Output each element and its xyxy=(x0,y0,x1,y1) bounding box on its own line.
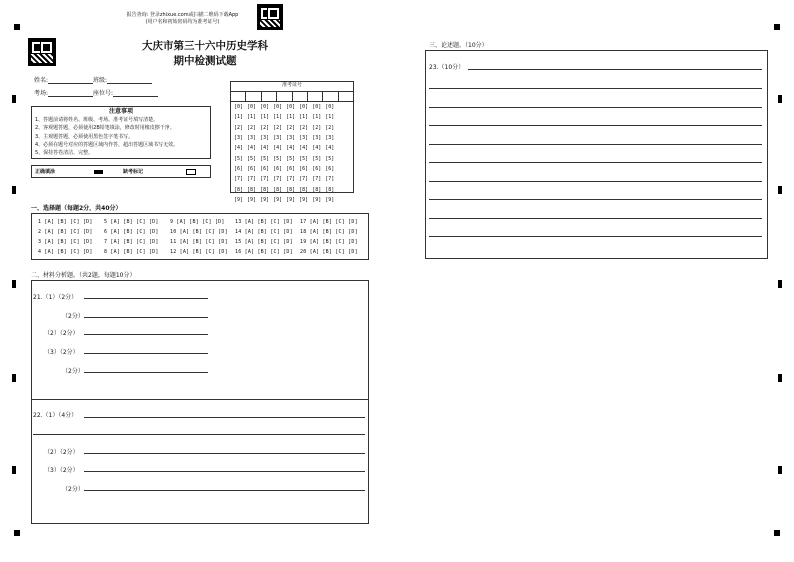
q22-2-label: （2）（2分） xyxy=(44,449,79,456)
timing-mark xyxy=(12,374,16,382)
choice-question-bubbles[interactable]: 10 [A] [B] [C] [D] xyxy=(170,229,228,235)
timing-mark xyxy=(12,280,16,288)
exam-id-digit-bubble[interactable]: [0] xyxy=(325,104,335,111)
choice-question-bubbles[interactable]: 18 [A] [B] [C] [D] xyxy=(300,229,358,235)
exam-id-digit-bubble[interactable]: [0] xyxy=(286,104,296,111)
exam-id-digit-bubble[interactable]: [3] xyxy=(260,135,270,142)
exam-id-digit-bubble[interactable]: [1] xyxy=(247,114,257,121)
exam-id-digit-bubble[interactable]: [0] xyxy=(247,104,257,111)
exam-id-digit-bubble[interactable]: [8] xyxy=(260,186,270,193)
report-notice-line2: (用户名和初始密码均为准考证号) xyxy=(145,19,220,25)
seat-label: 座位号: xyxy=(93,90,114,97)
missing-mark-box[interactable] xyxy=(186,169,196,175)
qr-code-icon xyxy=(257,4,283,30)
exam-id-digit-bubble[interactable]: [7] xyxy=(312,176,322,183)
exam-id-digit-bubble[interactable]: [2] xyxy=(312,124,322,131)
choice-question-bubbles[interactable]: 8 [A] [B] [C] [D] xyxy=(104,249,159,255)
q23-answer-line[interactable] xyxy=(429,181,762,182)
choice-question-bubbles[interactable]: 2 [A] [B] [C] [D] xyxy=(38,229,93,235)
room-row xyxy=(34,88,158,97)
exam-id-digit-bubble[interactable]: [5] xyxy=(299,155,309,162)
q22-3-label: （3）（2分） xyxy=(44,467,79,474)
exam-id-digit-bubble[interactable]: [0] xyxy=(273,104,283,111)
exam-id-digit-bubble[interactable]: [4] xyxy=(247,145,257,152)
exam-id-box xyxy=(230,81,354,203)
missing-mark-label: 缺考标记 xyxy=(123,169,144,175)
exam-id-digit-bubble[interactable]: [2] xyxy=(273,124,283,131)
correct-fill-sample xyxy=(94,170,103,174)
exam-id-digit-bubble[interactable]: [7] xyxy=(247,176,257,183)
q22-1-label: 22.（1）（4分） xyxy=(33,412,78,419)
q21-1-answer-line[interactable] xyxy=(84,298,208,299)
title-line2: 期中检测试题 xyxy=(173,55,237,67)
exam-id-digit-bubble[interactable]: [0] xyxy=(299,104,309,111)
exam-id-digit-bubble[interactable]: [9] xyxy=(273,196,283,203)
timing-mark xyxy=(12,95,16,103)
exam-id-digit-bubble[interactable]: [4] xyxy=(325,145,335,152)
exam-id-digit-bubble[interactable]: [6] xyxy=(273,165,283,172)
q23-answer-line[interactable] xyxy=(429,162,762,163)
notes-box xyxy=(31,106,211,159)
choice-question-bubbles[interactable]: 1 [A] [B] [C] [D] xyxy=(38,219,93,225)
exam-id-digit-bubble[interactable]: [0] xyxy=(260,104,270,111)
exam-id-digit-bubble[interactable]: [1] xyxy=(325,114,335,121)
exam-id-digit-bubble[interactable]: [5] xyxy=(273,155,283,162)
q21-3-label: （3）（2分） xyxy=(44,349,79,356)
registration-mark xyxy=(774,24,780,30)
page-title xyxy=(130,38,280,68)
q23-answer-line[interactable] xyxy=(429,107,762,108)
q21-2-answer-line[interactable] xyxy=(84,334,208,335)
exam-room-label: 考场: xyxy=(34,90,49,97)
exam-id-digit-bubble[interactable]: [3] xyxy=(234,135,244,142)
exam-id-digit-bubble[interactable]: [7] xyxy=(286,176,296,183)
title-line1: 大庆市第三十六中历史学科 xyxy=(142,40,268,52)
q21-1-label: 21.（1）（2分） xyxy=(33,294,78,301)
choice-question-bubbles[interactable]: 19 [A] [B] [C] [D] xyxy=(300,239,358,245)
exam-id-digit-bubble[interactable]: [7] xyxy=(273,176,283,183)
exam-id-digit-bubble[interactable]: [8] xyxy=(234,186,244,193)
exam-id-digit-bubble[interactable]: [1] xyxy=(312,114,322,121)
exam-id-digit-bubble[interactable]: [9] xyxy=(260,196,270,203)
choice-question-bubbles[interactable]: 13 [A] [B] [C] [D] xyxy=(235,219,293,225)
exam-id-digit-bubble[interactable]: [9] xyxy=(234,196,244,203)
class-field[interactable] xyxy=(107,83,152,84)
exam-id-digit-bubble[interactable]: [3] xyxy=(312,135,322,142)
q21-q22-divider xyxy=(32,399,368,400)
q22-1-answer-line[interactable] xyxy=(84,417,365,418)
notes-list xyxy=(32,116,210,157)
q22-2-answer-line[interactable] xyxy=(84,453,365,454)
choice-answer-box xyxy=(31,213,369,260)
registration-mark xyxy=(774,530,780,536)
timing-mark xyxy=(12,466,16,474)
exam-id-label: 准考证号 xyxy=(231,82,353,92)
choice-question-bubbles[interactable]: 9 [A] [B] [C] [D] xyxy=(170,219,225,225)
note-item: 2、客观题答题，必须使用2B铅笔填涂，修改时用橡皮擦干净。 xyxy=(35,125,175,132)
exam-id-digit-bubble[interactable]: [6] xyxy=(234,165,244,172)
fill-legend xyxy=(31,165,211,178)
exam-id-digit-bubble[interactable]: [8] xyxy=(325,186,335,193)
q22-3b-answer-line[interactable] xyxy=(84,490,365,491)
exam-id-digit-bubble[interactable]: [3] xyxy=(286,135,296,142)
exam-id-digit-bubble[interactable]: [1] xyxy=(286,114,296,121)
notes-title: 注意事项 xyxy=(108,108,133,115)
q23-answer-line[interactable] xyxy=(468,69,762,70)
choice-question-bubbles[interactable]: 5 [A] [B] [C] [D] xyxy=(104,219,159,225)
exam-id-digit-bubble[interactable]: [8] xyxy=(312,186,322,193)
choice-question-bubbles[interactable]: 7 [A] [B] [C] [D] xyxy=(104,239,159,245)
choice-question-bubbles[interactable]: 20 [A] [B] [C] [D] xyxy=(300,249,358,255)
qr-code-icon xyxy=(28,38,56,66)
exam-id-digit-bubble[interactable]: [3] xyxy=(273,135,283,142)
exam-id-digit-bubble[interactable]: [5] xyxy=(325,155,335,162)
exam-id-digit-bubble[interactable]: [2] xyxy=(247,124,257,131)
choice-question-bubbles[interactable]: 4 [A] [B] [C] [D] xyxy=(38,249,93,255)
registration-mark xyxy=(14,24,20,30)
section2-title: 二、材料分析题。（共2题，每题10分） xyxy=(31,272,136,279)
q21-3-answer-line[interactable] xyxy=(84,353,208,354)
q23-answer-line[interactable] xyxy=(429,88,762,89)
exam-id-digit-bubble[interactable]: [6] xyxy=(299,165,309,172)
exam-room-field[interactable] xyxy=(48,96,93,97)
correct-fill-label: 正确填涂 xyxy=(35,169,56,175)
note-item: 4、必须在题号对应的答题区域内作答，超出答题区域书写无效。 xyxy=(35,141,179,148)
exam-id-digit-bubble[interactable]: [1] xyxy=(299,114,309,121)
exam-id-digit-bubble[interactable]: [1] xyxy=(260,114,270,121)
section3-title: 三、论述题。（10分） xyxy=(429,42,488,49)
exam-id-digit-bubble[interactable]: [6] xyxy=(312,165,322,172)
choice-question-bubbles[interactable]: 3 [A] [B] [C] [D] xyxy=(38,239,93,245)
timing-mark xyxy=(778,374,782,382)
exam-id-digit-bubble[interactable]: [3] xyxy=(325,135,335,142)
class-label: 班级: xyxy=(93,77,108,84)
exam-id-digit-bubble[interactable]: [4] xyxy=(260,145,270,152)
name-label: 姓名: xyxy=(34,77,49,84)
q22-3b-label: （2分） xyxy=(62,486,84,493)
exam-id-digit-bubble[interactable]: [6] xyxy=(247,165,257,172)
exam-id-digit-bubble[interactable]: [4] xyxy=(234,145,244,152)
exam-id-digit-bubble[interactable]: [3] xyxy=(299,135,309,142)
q21-3b-answer-line[interactable] xyxy=(84,372,208,373)
choice-question-bubbles[interactable]: 14 [A] [B] [C] [D] xyxy=(235,229,293,235)
choice-question-bubbles[interactable]: 6 [A] [B] [C] [D] xyxy=(104,229,159,235)
q21-1b-answer-line[interactable] xyxy=(84,317,208,318)
choice-question-bubbles[interactable]: 17 [A] [B] [C] [D] xyxy=(300,219,358,225)
choice-question-bubbles[interactable]: 15 [A] [B] [C] [D] xyxy=(235,239,293,245)
note-item: 3、主观题答题，必须使用黑色签字笔书写。 xyxy=(35,133,134,140)
report-notice xyxy=(115,12,250,26)
exam-id-digit-bubble[interactable]: [6] xyxy=(286,165,296,172)
choice-question-bubbles[interactable]: 11 [A] [B] [C] [D] xyxy=(170,239,228,245)
q21-2-label: （2）（2分） xyxy=(44,330,79,337)
exam-id-digit-bubble[interactable]: [9] xyxy=(247,196,257,203)
exam-id-digit-bubble[interactable]: [1] xyxy=(273,114,283,121)
exam-id-digit-bubble[interactable]: [5] xyxy=(286,155,296,162)
exam-id-digit-bubble[interactable]: [5] xyxy=(234,155,244,162)
q23-answer-line[interactable] xyxy=(429,199,762,200)
exam-id-digit-bubble[interactable]: [7] xyxy=(325,176,335,183)
q23-label: 23.（10分） xyxy=(429,64,465,71)
exam-id-digit-bubble[interactable]: [4] xyxy=(286,145,296,152)
exam-id-digit-bubble[interactable]: [9] xyxy=(286,196,296,203)
exam-id-digit-bubble[interactable]: [2] xyxy=(260,124,270,131)
exam-id-digit-bubble[interactable]: [5] xyxy=(247,155,257,162)
note-item: 1、答题前请将姓名、班级、考场、准考证号填写清楚。 xyxy=(35,117,159,123)
exam-id-digit-bubble[interactable]: [4] xyxy=(312,145,322,152)
exam-id-digit-bubble[interactable]: [1] xyxy=(234,114,244,121)
exam-id-digit-bubble[interactable]: [7] xyxy=(234,176,244,183)
timing-mark xyxy=(778,186,782,194)
exam-id-digit-bubble[interactable]: [9] xyxy=(325,196,335,203)
timing-mark xyxy=(778,95,782,103)
exam-id-digit-bubble[interactable]: [0] xyxy=(234,104,244,111)
exam-id-digit-bubble[interactable]: [8] xyxy=(299,186,309,193)
q23-answer-line[interactable] xyxy=(429,218,762,219)
seat-field[interactable] xyxy=(113,96,158,97)
q23-answer-line[interactable] xyxy=(429,125,762,126)
exam-id-digit-bubble[interactable]: [5] xyxy=(260,155,270,162)
essay-box xyxy=(425,50,768,259)
exam-id-digit-bubble[interactable]: [4] xyxy=(299,145,309,152)
exam-id-write-row[interactable] xyxy=(231,92,353,102)
q23-answer-line[interactable] xyxy=(429,236,762,237)
section1-title: 一、选择题（每题2分，共40分） xyxy=(31,205,122,212)
exam-id-digit-bubble[interactable]: [9] xyxy=(312,196,322,203)
q22-1b-answer-line[interactable] xyxy=(33,434,365,435)
timing-mark xyxy=(12,186,16,194)
exam-id-digit-bubble[interactable]: [2] xyxy=(234,124,244,131)
exam-id-digit-bubble[interactable]: [8] xyxy=(286,186,296,193)
choice-question-bubbles[interactable]: 16 [A] [B] [C] [D] xyxy=(235,249,293,255)
exam-id-digit-bubble[interactable]: [7] xyxy=(260,176,270,183)
exam-id-digit-bubble[interactable]: [3] xyxy=(247,135,257,142)
q22-3-answer-line[interactable] xyxy=(84,471,365,472)
exam-id-digit-bubble[interactable]: [2] xyxy=(286,124,296,131)
exam-id-digit-bubble[interactable]: [0] xyxy=(312,104,322,111)
exam-id-digit-bubble[interactable]: [4] xyxy=(273,145,283,152)
timing-mark xyxy=(778,466,782,474)
exam-id-digit-bubble[interactable]: [8] xyxy=(247,186,257,193)
exam-id-digit-bubble[interactable]: [6] xyxy=(325,165,335,172)
report-notice-line1: 报告查询: 登录zhixue.com或扫描二维码下载App xyxy=(126,12,239,18)
exam-id-digit-bubble[interactable]: [2] xyxy=(299,124,309,131)
exam-id-digit-bubble[interactable]: [8] xyxy=(273,186,283,193)
registration-mark xyxy=(14,530,20,536)
exam-id-digit-bubble[interactable]: [5] xyxy=(312,155,322,162)
exam-id-digit-bubble[interactable]: [7] xyxy=(299,176,309,183)
q21-1b-label: （2分） xyxy=(62,313,84,320)
exam-id-digit-grid[interactable] xyxy=(232,102,336,205)
exam-id-digit-bubble[interactable]: [6] xyxy=(260,165,270,172)
exam-id-digit-bubble[interactable]: [2] xyxy=(325,124,335,131)
name-row xyxy=(34,75,152,84)
choice-question-bubbles[interactable]: 12 [A] [B] [C] [D] xyxy=(170,249,228,255)
exam-id-digit-bubble[interactable]: [9] xyxy=(299,196,309,203)
timing-mark xyxy=(778,280,782,288)
name-field[interactable] xyxy=(48,83,93,84)
q23-answer-line[interactable] xyxy=(429,144,762,145)
note-item: 5、保持答卷清洁、完整。 xyxy=(35,150,94,157)
q21-3b-label: （2分） xyxy=(62,368,84,375)
